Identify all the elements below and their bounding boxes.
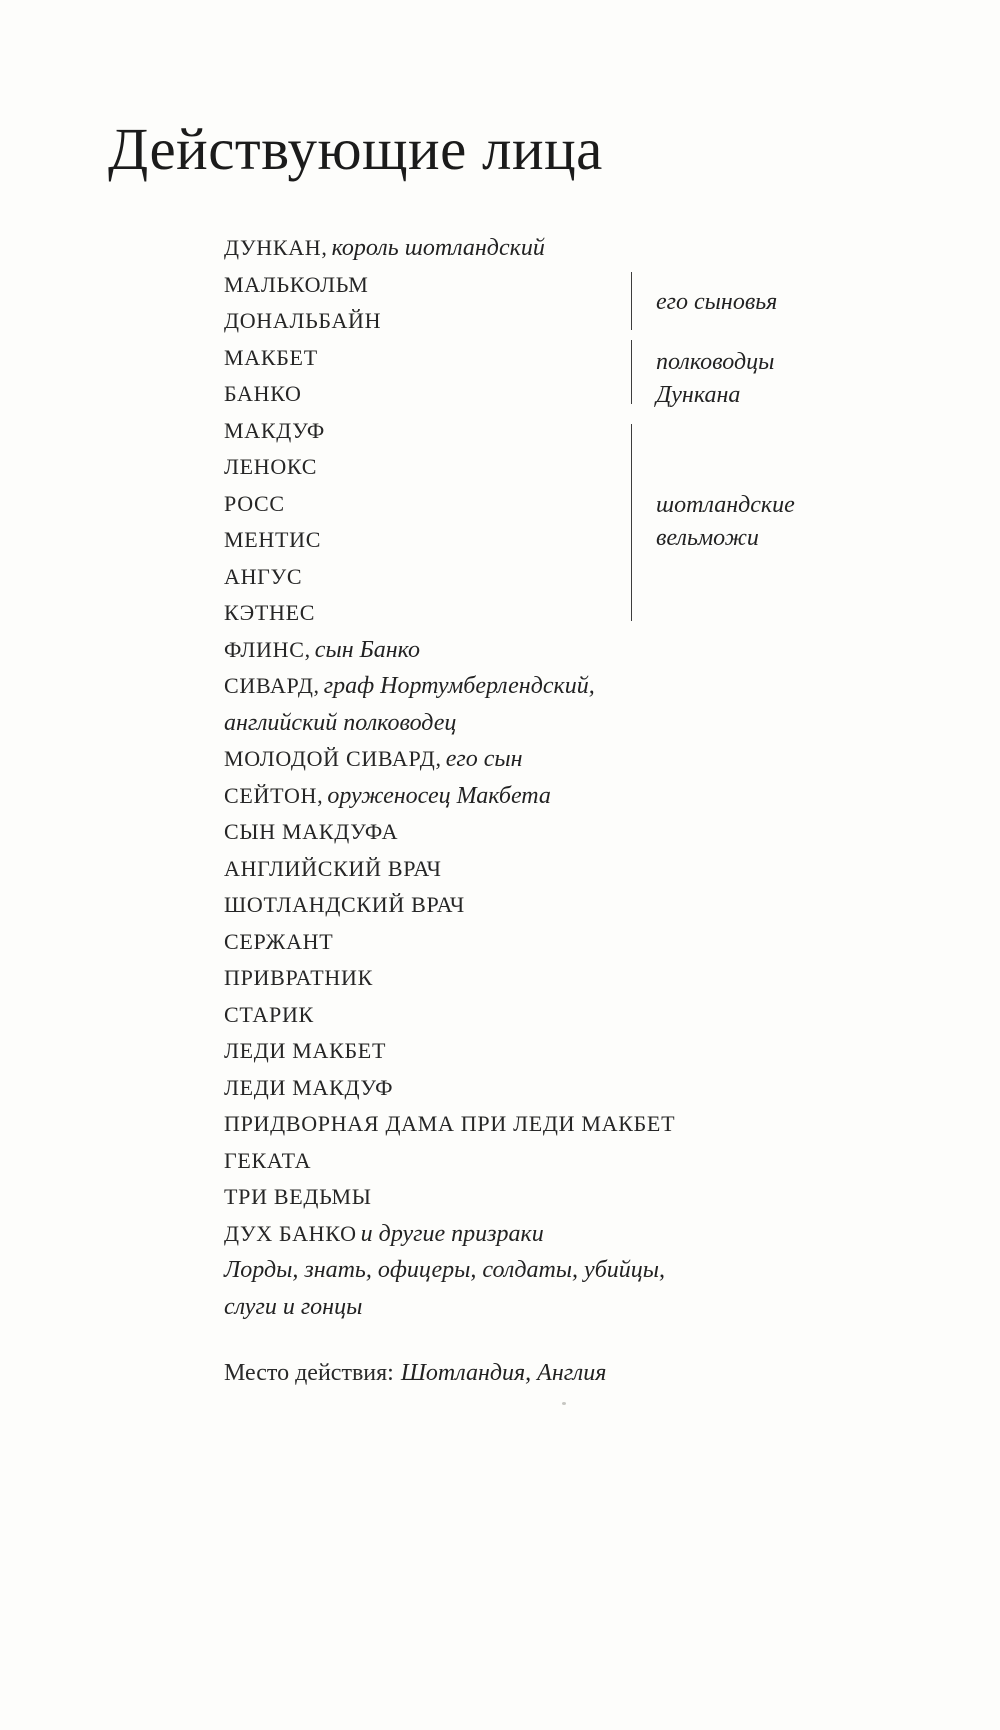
character-name: ГЕКАТА <box>224 1147 312 1173</box>
character-name: СЕРЖАНТ <box>224 928 334 954</box>
cast-line <box>224 960 844 997</box>
group-label-generals <box>656 346 774 412</box>
group-label-line: полководцы <box>656 349 775 375</box>
cast-line <box>224 778 844 815</box>
cast-line <box>224 741 844 778</box>
character-name: ДУХ БАНКО <box>224 1220 357 1246</box>
cast-line <box>224 1289 844 1326</box>
cast-line <box>224 632 844 669</box>
character-name: ДУНКАН, <box>224 235 328 260</box>
bracket-nobles <box>631 424 632 621</box>
character-name: СЫН МАКДУФА <box>224 819 399 844</box>
character-desc: слуги и гонцы <box>224 1293 363 1320</box>
character-desc: сын Банко <box>314 636 420 663</box>
character-name: МАКДУФ <box>224 417 325 443</box>
character-name: СТАРИК <box>224 1001 314 1027</box>
group-label-line: его сыновья <box>656 289 778 315</box>
cast-line <box>224 851 844 888</box>
character-desc: Лорды, знать, офицеры, солдаты, убийцы, <box>224 1257 666 1283</box>
cast-line <box>224 887 844 924</box>
group-label-line: шотландские <box>656 492 795 518</box>
character-name: ФЛИНС, <box>224 636 311 662</box>
character-name: АНГУС <box>224 563 303 589</box>
character-name: ТРИ ВЕДЬМЫ <box>224 1184 372 1209</box>
cast-line <box>224 595 844 632</box>
cast-line <box>224 1033 844 1070</box>
character-name: ЛЕДИ МАКБЕТ <box>224 1038 387 1063</box>
character-name: МОЛОДОЙ СИВАРД, <box>224 746 442 771</box>
character-name: ПРИДВОРНАЯ ДАМА ПРИ ЛЕДИ МАКБЕТ <box>224 1111 676 1136</box>
cast-line <box>224 1179 844 1216</box>
cast-line <box>224 413 844 450</box>
character-name: БАНКО <box>224 381 302 406</box>
character-name: СЕЙТОН, <box>224 782 324 808</box>
cast-line <box>224 1252 844 1289</box>
character-desc: и другие призраки <box>360 1220 544 1247</box>
character-name: ЛЕНОКС <box>224 454 318 479</box>
scan-speck <box>562 1402 566 1405</box>
character-desc: его сын <box>445 746 523 772</box>
cast-line <box>224 924 844 961</box>
setting-label: Место действия: <box>224 1360 394 1386</box>
character-name: ЛЕДИ МАКДУФ <box>224 1074 394 1100</box>
character-name: ШОТЛАНДСКИЙ ВРАЧ <box>224 892 465 917</box>
cast-line <box>224 705 844 742</box>
cast-line <box>224 997 844 1034</box>
cast-line <box>224 668 844 705</box>
group-label-sons <box>656 286 777 319</box>
character-name: АНГЛИЙСКИЙ ВРАЧ <box>224 855 442 881</box>
cast-line <box>224 814 844 851</box>
setting-value: Шотландия, Англия <box>400 1360 607 1386</box>
character-name: МЕНТИС <box>224 527 322 552</box>
cast-line <box>224 559 844 596</box>
character-name: КЭТНЕС <box>224 600 316 625</box>
group-label-line: Дункана <box>656 382 741 408</box>
cast-line <box>224 1143 844 1180</box>
character-name: МАЛЬКОЛЬМ <box>224 271 369 297</box>
cast-line <box>224 1216 844 1253</box>
cast-line <box>224 1106 844 1143</box>
character-name: ПРИВРАТНИК <box>224 965 373 990</box>
character-desc: король шотландский <box>331 235 545 261</box>
cast-line <box>224 230 844 267</box>
character-desc: английский полководец <box>224 709 457 736</box>
cast-line <box>224 1070 844 1107</box>
bracket-generals <box>631 340 632 404</box>
cast-line <box>224 449 844 486</box>
bracket-sons <box>631 272 632 330</box>
character-desc: оруженосец Макбета <box>327 782 551 809</box>
character-desc: граф Нортумберлендский, <box>323 673 595 699</box>
page-title: Действующие лица <box>108 116 603 182</box>
character-name: МАКБЕТ <box>224 344 318 370</box>
character-name: ДОНАЛЬБАЙН <box>224 308 382 333</box>
group-label-nobles <box>656 489 795 555</box>
setting-line <box>224 1356 606 1393</box>
character-name: СИВАРД, <box>224 673 320 698</box>
group-label-line: вельможи <box>656 525 759 551</box>
character-name: РОСС <box>224 490 285 516</box>
